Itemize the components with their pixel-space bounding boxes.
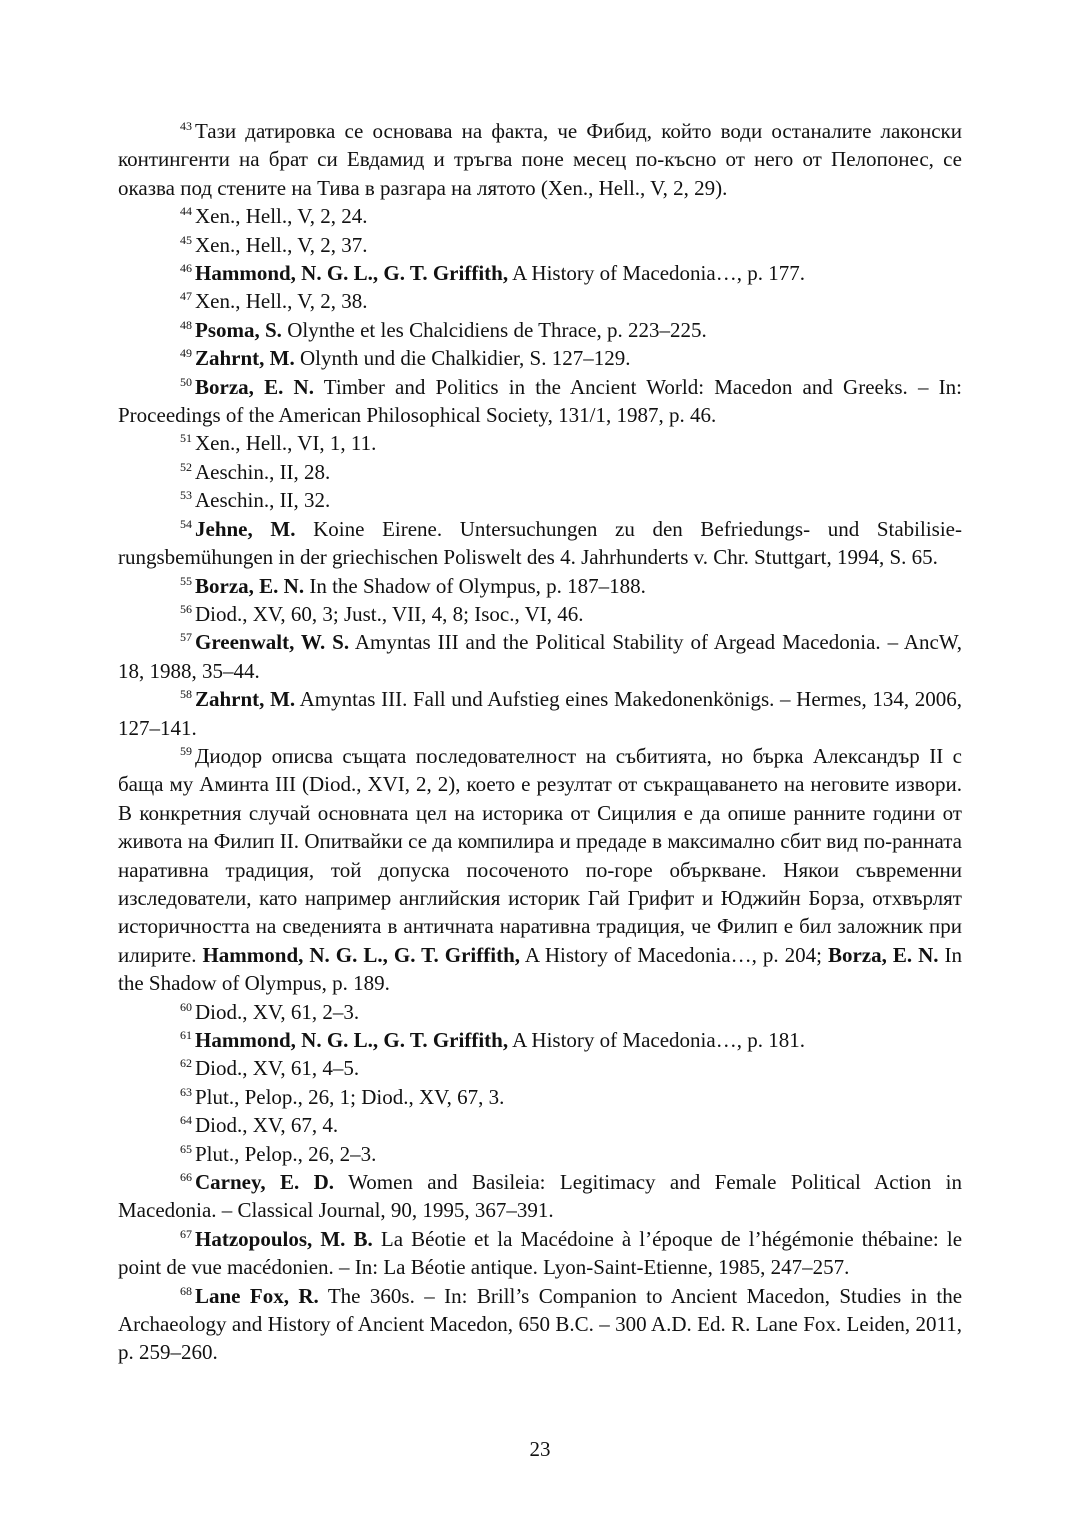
footnote-number: 51: [180, 431, 192, 446]
footnote-number: 52: [180, 459, 192, 474]
footnote-54: [118, 515, 962, 572]
footnote-56: [118, 600, 962, 628]
footnote-43: [118, 117, 962, 202]
footnote-number: 56: [180, 601, 192, 616]
footnote-author: Borza, E. N.: [195, 573, 305, 598]
footnote-59: [118, 742, 962, 998]
footnote-author: Hammond, N. G. L., G. T. Griffith,: [195, 261, 509, 286]
footnote-text: Women and Basileia: Legitimacy and Female Political Action in Macedonia. – Classical Journal, 90, 1995, 367–391.: [118, 1170, 962, 1223]
footnote-text: In the Shadow of Olympus, p. 187–188.: [309, 573, 646, 598]
footnote-author: Borza, E. N.: [195, 374, 314, 399]
footnote-number: 43: [180, 119, 192, 133]
footnote-author: Zahrnt, M.: [195, 687, 296, 712]
footnote-text: La Béotie et la Macédoine à l’époque de l’hégémonie thébaine: le point de vue macédonien. – In: La Béotie antique. Lyon-Saint-Etienne, 1985, 247–257.: [118, 1226, 963, 1280]
footnote-47: [118, 287, 962, 315]
footnote-text: The 360s. – In: Brill’s Companion to Ancient Macedon, Studies in the Archaeology and History of Ancient Macedon, 650 B.C. – 300 A.D. Ed. R. Lane Fox. Leiden, 2011, p. 259–260.: [118, 1283, 963, 1365]
footnote-46: [118, 259, 962, 287]
footnote-45: [118, 231, 962, 259]
footnote-text: Aeschin., II, 32.: [195, 488, 331, 513]
footnote-60: [118, 998, 962, 1026]
footnote-number: 67: [180, 1226, 192, 1241]
footnote-66: [118, 1168, 962, 1225]
footnote-text: Diod., XV, 61, 4–5.: [195, 1056, 360, 1081]
footnote-number: 68: [180, 1283, 192, 1298]
footnote-number: 53: [180, 488, 192, 503]
footnote-text: A History of Macedonia…, p. 204;: [524, 942, 822, 967]
footnote-44: [118, 202, 962, 230]
footnote-58: [118, 685, 962, 742]
footnote-author: Lane Fox, R.: [195, 1283, 319, 1308]
footnote-text: Aeschin., II, 28.: [195, 459, 331, 484]
footnote-text: Diod., XV, 61, 2–3.: [195, 999, 360, 1024]
footnote-62: [118, 1054, 962, 1082]
footnote-author: Psoma, S.: [195, 317, 282, 342]
footnote-51: [118, 429, 962, 457]
footnote-text: Xen., Hell., V, 2, 37.: [195, 232, 368, 257]
footnote-text: Diod., XV, 60, 3; Just., VII, 4, 8; Isoc., VI, 46.: [195, 601, 584, 626]
footnote-text: Diod., XV, 67, 4.: [195, 1113, 339, 1138]
footnote-text: Xen., Hell., V, 2, 24.: [195, 204, 368, 229]
footnote-number: 50: [180, 374, 192, 389]
footnote-number: 57: [180, 630, 192, 645]
footnote-author: Jehne, M.: [195, 516, 296, 541]
page-number: 23: [529, 1437, 551, 1461]
footnote-49: [118, 344, 962, 372]
footnote-number: 62: [180, 1056, 192, 1071]
footnote-text: Тази датировка се основава на факта, че Фибид, който води останалите лаконски контингенти на брат си Евдамид и тръгва поне месец по-късно от него от Пелопонес, се оказва под стените на Тива в разгара на лятото (Xen., Hell., V, 2, 29).: [118, 119, 962, 200]
footnote-text: Olynthe et les Chalcidiens de Thrace, p. 223–225.: [287, 317, 707, 342]
footnote-text: In the Shadow of Olympus, p. 189.: [118, 942, 963, 996]
footnote-number: 63: [180, 1084, 192, 1099]
footnote-number: 49: [180, 346, 192, 361]
footnote-number: 61: [180, 1028, 192, 1042]
footnote-67: [118, 1225, 962, 1282]
footnote-number: 46: [180, 261, 192, 276]
footnote-63: [118, 1083, 962, 1111]
footnote-text: Olynth und die Chalkidier, S. 127–129.: [300, 346, 631, 371]
footnote-text: Xen., Hell., V, 2, 38.: [195, 289, 368, 314]
footnote-text: Amyntas III and the Political Stability of Argead Macedonia. – AncW, 18, 1988, 35–44.: [118, 630, 962, 683]
footnote-author: Borza, E. N.: [827, 942, 939, 967]
footnote-number: 66: [180, 1170, 192, 1185]
footnote-author: Hammond, N. G. L., G. T. Griffith,: [195, 1028, 509, 1052]
footnote-61: [118, 1026, 962, 1054]
footnote-57: [118, 628, 962, 685]
footnote-number: 60: [180, 999, 192, 1014]
footnote-text: A History of Macedonia…, p. 177.: [512, 261, 805, 286]
footnote-number: 54: [180, 516, 192, 531]
footnote-author: Greenwalt, W. S.: [195, 630, 350, 655]
footnote-text: A History of Macedonia…, p. 181.: [512, 1028, 805, 1052]
footnote-53: [118, 486, 962, 514]
footnote-text: Plut., Pelop., 26, 2–3.: [195, 1141, 377, 1166]
footnote-number: 58: [180, 687, 192, 702]
footnote-author: Hammond, N. G. L., G. T. Griffith,: [202, 942, 520, 967]
footnote-65: [118, 1140, 962, 1168]
footnote-68: [118, 1282, 962, 1367]
footnote-48: [118, 316, 962, 344]
footnote-author: Carney, E. D.: [195, 1170, 335, 1195]
footnote-number: 59: [180, 743, 192, 758]
footnote-50: [118, 373, 962, 430]
footnote-52: [118, 458, 962, 486]
footnote-55: [118, 572, 962, 600]
footnote-number: 48: [180, 317, 192, 332]
footnote-text: Amyntas III. Fall und Aufstieg eines Makedonenkönigs. – Hermes, 134, 2006, 127–141.: [118, 687, 962, 740]
footnote-text: Plut., Pelop., 26, 1; Diod., XV, 67, 3.: [195, 1084, 505, 1109]
footnote-number: 64: [180, 1113, 192, 1128]
footnote-number: 65: [180, 1141, 192, 1156]
footnotes-block: [118, 117, 962, 1367]
footnote-number: 47: [180, 289, 192, 304]
footnote-number: 44: [180, 204, 192, 219]
footnote-text: Timber and Politics in the Ancient World: Macedon and Greeks. – In: Proceedings of the American Philosophical Society, 131/1, 1987, p. 46.: [118, 374, 962, 428]
footnote-text: Xen., Hell., VI, 1, 11.: [195, 431, 377, 456]
footnote-64: [118, 1111, 962, 1139]
footnote-text: Диодор описва същата последователност на събитията, но бърка Александър II с баща му Аминта III (Diod., XVI, 2, 2), което е резултат от съкращаването на неговите извори. В конкретния случай основната цел на историка от Сицилия е да опише ранните години от живота на Филип II. Опитвайки се да компилира и предаде в максимално сбит вид по-ранната наративна традиция, той допуска посоченото по-горе объркване. Някои съвременни изследователи, като например английския историк Гай Грифит и Юджийн Борза, отхвърлят историчността на сведенията в античната наративна традиция, че Филип е бил заложник при илирите.: [118, 743, 962, 967]
footnote-author: Zahrnt, M.: [195, 346, 295, 371]
footnote-number: 55: [180, 573, 192, 588]
footnote-number: 45: [180, 232, 192, 247]
footnote-text: Koine Eirene. Untersuchungen zu den Befriedungs- und Stabilisierungsbemühungen in der griechischen Poliswelt des 4. Jahrhunderts v. Chr. Stuttgart, 1994, S. 65.: [118, 516, 963, 570]
footnote-author: Hatzopoulos, M. B.: [195, 1226, 373, 1251]
